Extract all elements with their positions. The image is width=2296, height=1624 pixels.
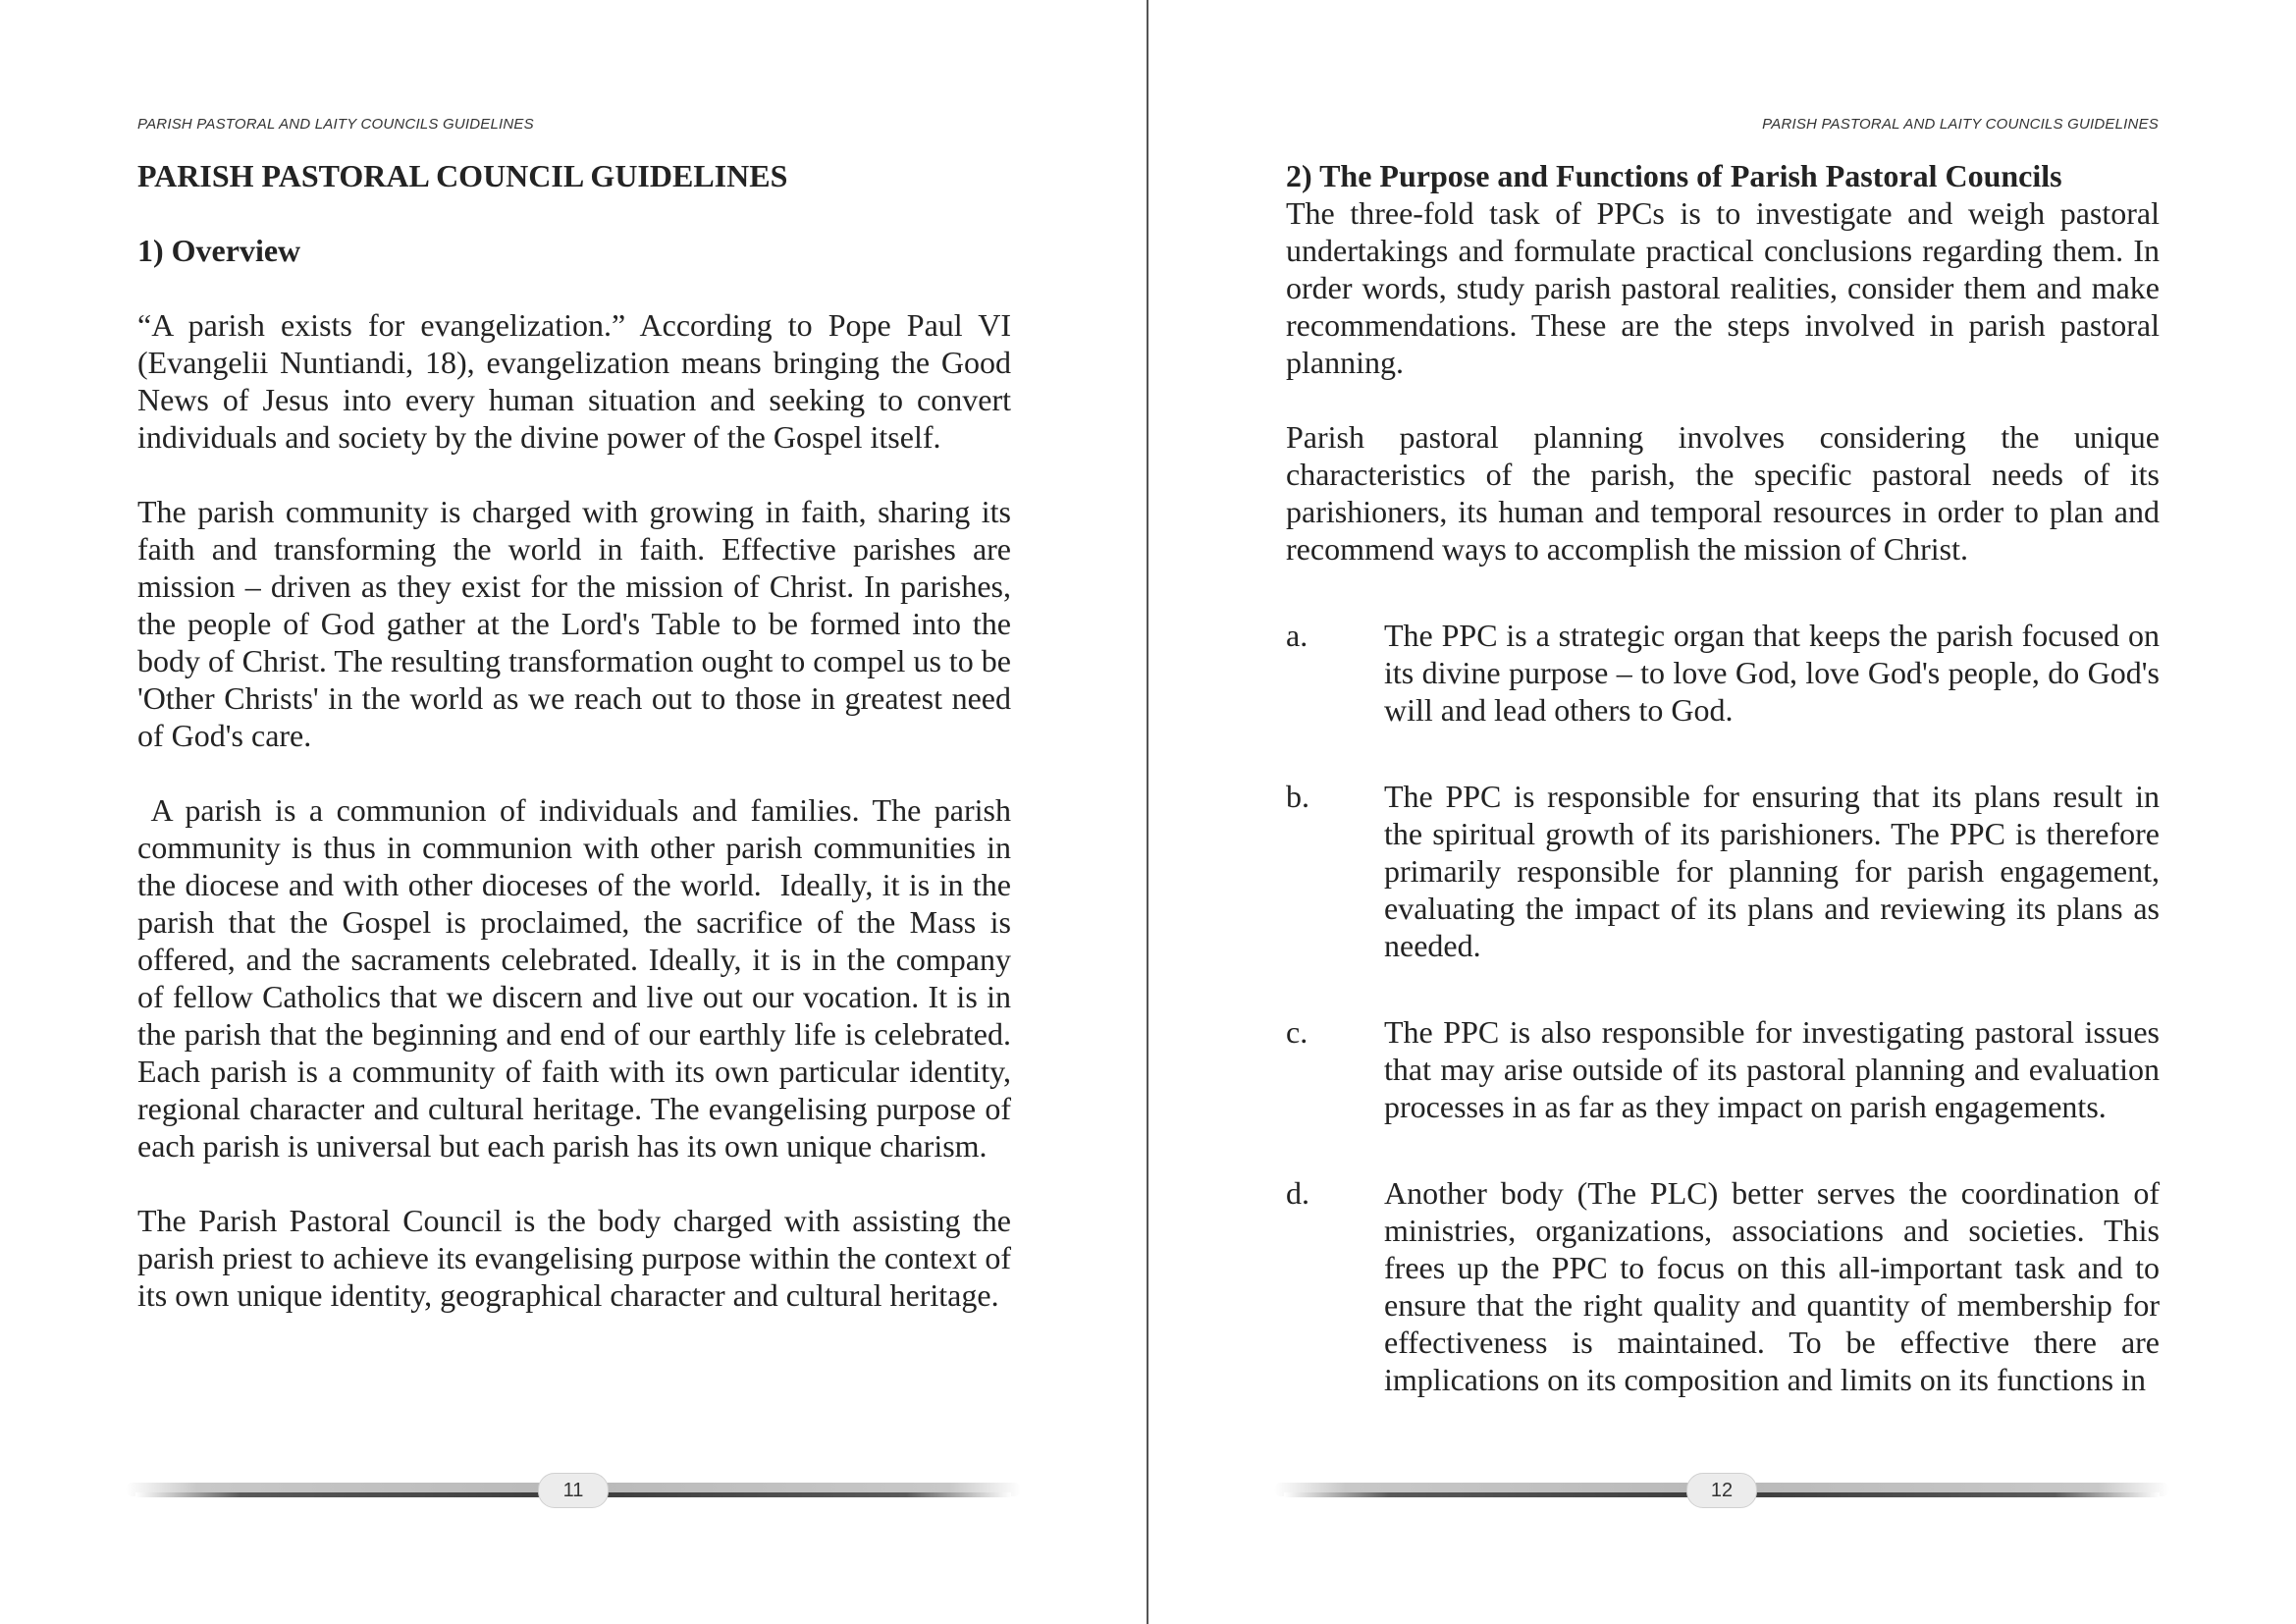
list-item bbox=[1286, 617, 2160, 729]
list-item-text: Another body (The PLC) better serves the coordination of ministries, organizations, associations and societies. This frees up the PPC to focus on this all-important task and to ensure that the right quality and quantity of membership for effectiveness is maintained. To be effective there are implications on its composition and limits on its functions in bbox=[1384, 1175, 2160, 1397]
list-marker: a. bbox=[1286, 618, 1308, 653]
list-item-text: The PPC is a strategic organ that keeps the parish focused on its divine purpose – to love God, love God's people, do God's will and lead others to God. bbox=[1384, 618, 2160, 728]
page-content bbox=[1286, 157, 2175, 1447]
page-number: 12 bbox=[1686, 1473, 1757, 1508]
paragraph: “A parish exists for evangelization.” According to Pope Paul VI (Evangelii Nuntiandi, 18), evangelization means bringing the Good News of Jesus into every human situation and seeking to convert individuals and society by the divine power of the Gospel itself. bbox=[137, 307, 1011, 455]
list-marker: b. bbox=[1286, 779, 1309, 814]
page-number: 11 bbox=[538, 1473, 609, 1508]
page-footer bbox=[126, 1473, 1021, 1508]
list-item bbox=[1286, 778, 2160, 964]
list-item-text: The PPC is also responsible for investigating pastoral issues that may arise outside of its pastoral planning and evaluation processes in as far as they impact on parish engagements. bbox=[1384, 1014, 2175, 1124]
list-marker: d. bbox=[1286, 1175, 1309, 1211]
running-head: PARISH PASTORAL AND LAITY COUNCILS GUIDELINES bbox=[137, 116, 534, 133]
list-marker: c. bbox=[1286, 1014, 1308, 1050]
list-item bbox=[1286, 1013, 2175, 1125]
paragraph: The three-fold task of PPCs is to investigate and weigh pastoral undertakings and formulate practical conclusions regarding them. In order words, study parish pastoral realities, consider them and make recommendations. These are the steps involved in parish pastoral planning. bbox=[1286, 195, 2160, 380]
paragraph: A parish is a communion of individuals and families. The parish community is thus in communion with other parish communities in the diocese and with other dioceses of the world. Ideally, it is in the parish that the Gospel is proclaimed, the sacrifice of the Mass is offered, and the sacraments celebrated. Ideally, it is in the company of fellow Catholics that we discern and live out our vocation. It is in the parish that the beginning and end of our earthly life is celebrated. Each parish is a community of faith with its own particular identity, regional character and cultural heritage. The evangelising purpose of each parish is universal but each parish has its own unique charism. bbox=[137, 792, 1019, 1164]
running-head: PARISH PASTORAL AND LAITY COUNCILS GUIDELINES bbox=[1762, 116, 2159, 133]
right-page bbox=[1148, 0, 2296, 1624]
page-content bbox=[137, 157, 1019, 1351]
list-item bbox=[1286, 1174, 2160, 1398]
paragraph: Parish pastoral planning involves considering the unique characteristics of the parish, the specific pastoral needs of its parishioners, its human and temporal resources in order to plan and recommend ways to accomplish the mission of Christ. bbox=[1286, 419, 2160, 567]
paragraph: The parish community is charged with growing in faith, sharing its faith and transforming the world in faith. Effective parishes are mission – driven as they exist for the mission of Christ. In parishes, the people of God gather at the Lord's Table to be formed into the body of Christ. The resulting transformation ought to compel us to be 'Other Christs' in the world as we reach out to those in greatest need of God's care. bbox=[137, 494, 1011, 753]
paragraph: The Parish Pastoral Council is the body charged with assisting the parish priest to achieve its evangelising purpose within the context of its own unique identity, geographical character and cultural heritage. bbox=[137, 1203, 1011, 1313]
section-heading: 1) Overview bbox=[137, 233, 301, 268]
page-footer bbox=[1274, 1473, 2169, 1508]
section-heading: 2) The Purpose and Functions of Parish Pastoral Councils bbox=[1286, 158, 2062, 193]
document-title: PARISH PASTORAL COUNCIL GUIDELINES bbox=[137, 158, 788, 193]
list-item-text: The PPC is responsible for ensuring that its plans result in the spiritual growth of its parishioners. The PPC is therefore primarily responsible for planning for parish engagement, evaluating the impact of its plans and reviewing its plans as needed. bbox=[1384, 779, 2160, 963]
